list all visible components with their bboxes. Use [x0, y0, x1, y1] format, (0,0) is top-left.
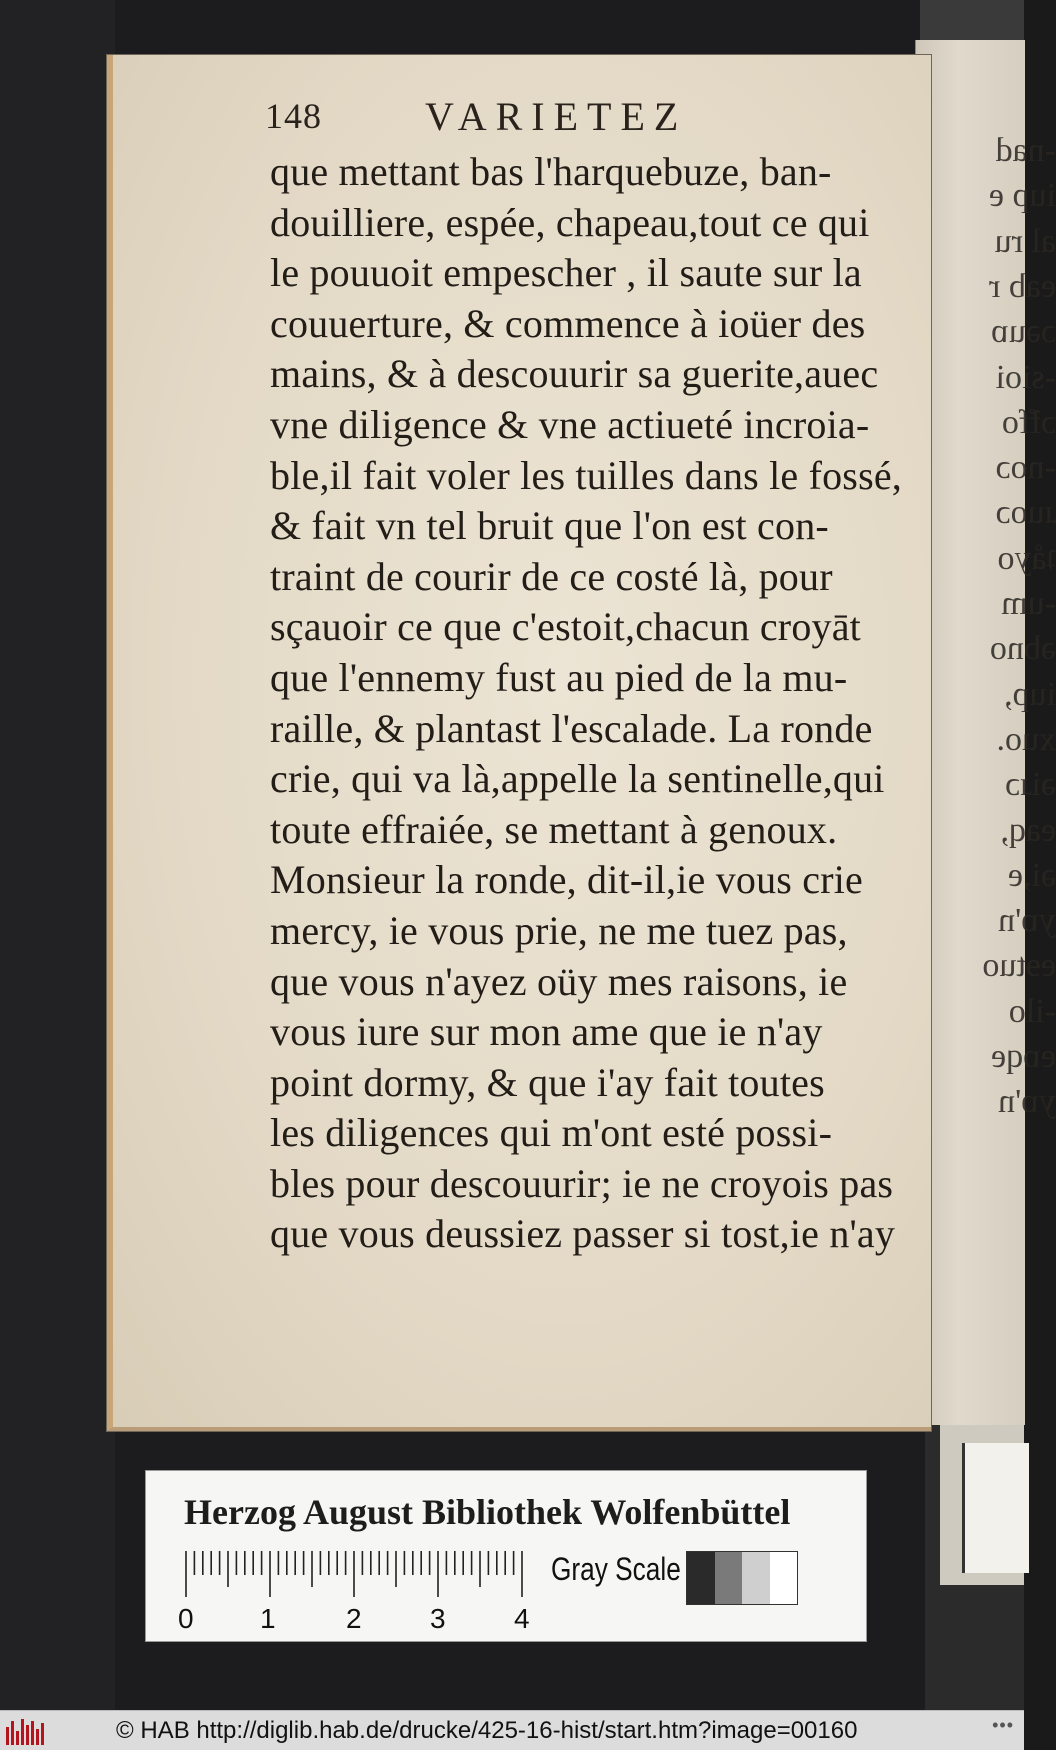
footer-url[interactable]: © HAB http://diglib.hab.de/drucke/425-16-hist/start.htm?image=00160: [116, 1717, 858, 1744]
adjacent-text-fragment: ɔ̃ffo: [1001, 403, 1056, 441]
color-target-card: [145, 1470, 867, 1642]
adjacent-text-fragment: yɒ'n: [998, 1083, 1056, 1121]
library-name: Herzog August Bibliothek Wolfenbüttel: [184, 1492, 791, 1532]
text-line: que l'ennemy fust au pied de la mu-: [270, 654, 848, 700]
footer-bar: [0, 1710, 1024, 1750]
adjacent-text-fragment: xuo.: [996, 720, 1056, 758]
page-header: [265, 93, 765, 141]
adjacent-text-fragment: ɹuoɔ: [995, 494, 1056, 532]
ruler-label: 0: [178, 1603, 194, 1634]
text-line: mains, & à descouurir sa guerite,auec: [270, 351, 879, 397]
ruler-label: 1: [260, 1603, 276, 1634]
adjacent-text-fragment: -nad: [995, 132, 1056, 169]
ruler-label: 3: [430, 1603, 446, 1634]
running-head: VARIETEZ: [425, 94, 688, 139]
adjacent-text-fragment: -ilo: [1008, 992, 1056, 1030]
ruler-label: 2: [346, 1603, 362, 1634]
text-line: que vous deussiez passer si tost,ie n'ay: [270, 1211, 896, 1257]
backdrop-left: [0, 0, 115, 1710]
book-page: [107, 55, 931, 1431]
text-line: bles pour descouurir; ie ne croyois pas: [270, 1160, 894, 1206]
text-line: & fait vn tel bruit que l'on est con-: [270, 503, 829, 549]
adjacent-page-top-edge: [920, 0, 1024, 40]
adjacent-text-fragment: eɘtuo: [982, 947, 1056, 985]
text-line: que mettant bas l'harquebuze, ban-: [270, 149, 832, 194]
adjacent-text-fragment: eaq,: [1000, 811, 1056, 849]
page-text: [270, 147, 910, 1260]
adjacent-target-card: [940, 1425, 1024, 1585]
adjacent-text-fragment: əiɹɔ: [1005, 766, 1056, 804]
adjacent-text-fragment: al ru: [994, 222, 1056, 260]
text-line: vous iure sur mon ame que ie n'ay: [270, 1009, 823, 1055]
grayscale-patch: [742, 1552, 770, 1604]
text-line: raille, & plantast l'escalade. La ronde: [270, 705, 873, 751]
grayscale-label: Gray Scale: [551, 1551, 681, 1587]
text-line: vne diligence & vne actiueté incroia-: [270, 401, 870, 447]
adjacent-text-fragment: -um: [1001, 585, 1056, 622]
text-line: couuerture, & commence à ioüer des: [270, 300, 866, 346]
adjacent-text-fragment: əbno: [989, 630, 1056, 668]
grayscale-patches: [686, 1551, 798, 1605]
adjacent-text-fragment: iup e: [988, 177, 1056, 215]
text-line: traint de courir de ce costé là, pour: [270, 553, 833, 599]
more-icon[interactable]: •••: [992, 1715, 1014, 1735]
text-line: mercy, ie vous prie, ne me tuez pas,: [270, 907, 848, 953]
text-line: les diligences qui m'ont esté possi-: [270, 1110, 833, 1156]
text-line: le pouuoit empescher , il saute sur la: [270, 250, 862, 296]
text-line: crie, qui va là,appelle la sentinelle,qui: [270, 756, 885, 802]
text-line: Monsieur la ronde, dit-il,ie vous crie: [270, 857, 864, 903]
adjacent-page: [915, 40, 1056, 1425]
measurement-ruler: [184, 1551, 529, 1599]
adjacent-text-fragment: ʇåyo: [997, 539, 1056, 577]
ruler-label: 4: [514, 1603, 530, 1634]
text-line: sçauoir ce que c'estoit,chacun croyāt: [270, 604, 861, 650]
adjacent-text-fragment: -sioi: [995, 358, 1056, 396]
adjacent-text-fragment: ɔəuɒ: [991, 313, 1056, 351]
adjacent-text-fragment: əi,e: [1007, 856, 1056, 894]
text-line: ble,il fait voler les tuilles dans le fossé,: [270, 452, 902, 498]
adjacent-text-fragment: eɒqe: [991, 1038, 1056, 1075]
text-line: toute effraiée, se mettant à genoux.: [270, 806, 838, 852]
adjacent-text-fragment: yɒ'n: [998, 902, 1056, 940]
text-line: point dormy, & que i'ay fait toutes: [270, 1059, 825, 1105]
grayscale-patch: [687, 1552, 715, 1604]
adjacent-text-fragment: -noɔ: [995, 449, 1056, 487]
hab-logo-icon: [6, 1719, 48, 1745]
text-line: douilliere, espée, chapeau,tout ce qui: [270, 199, 870, 245]
page-number: 148: [265, 96, 322, 136]
ruler-labels: [178, 1603, 538, 1635]
adjacent-text-fragment: eab r: [988, 267, 1056, 305]
grayscale-patch: [770, 1552, 798, 1604]
text-line: que vous n'ayez oüy mes raisons, ie: [270, 958, 848, 1004]
grayscale-patch: [715, 1552, 743, 1604]
adjacent-text-fragment: iup,: [1004, 675, 1056, 713]
